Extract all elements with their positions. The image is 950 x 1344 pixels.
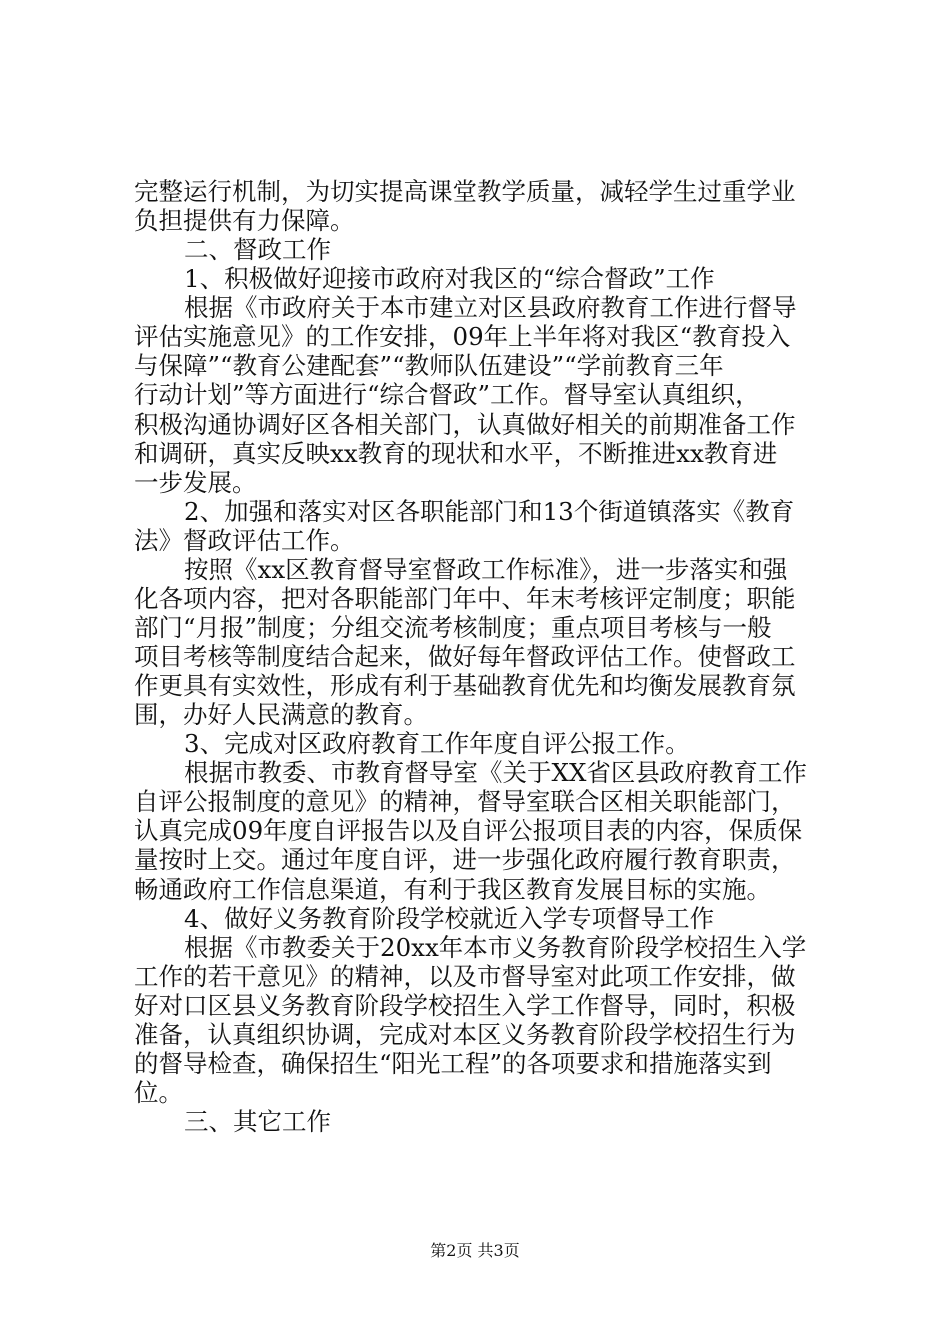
text-line: 一步发展。 [134, 468, 257, 497]
text-line: 行动计划”等方面进行“综合督政”工作。督导室认真组织， [134, 380, 760, 409]
text-line: 部门“月报”制度；分组交流考核制度；重点项目考核与一般 [134, 613, 772, 642]
subsection-heading: 2、加强和落实对区各职能部门和13个街道镇落实《教育 [184, 497, 795, 526]
section-heading: 二、督政工作 [184, 235, 331, 264]
text-line: 根据《市政府关于本市建立对区县政府教育工作进行督导 [184, 293, 797, 322]
page-number: 第2页 共3页 [430, 1241, 520, 1260]
text-line: 按照《xx区教育督导室督政工作标准》，进一步落实和强 [184, 555, 788, 584]
text-line: 围，办好人民满意的教育。 [134, 700, 428, 729]
text-line: 积极沟通协调好区各相关部门，认真做好相关的前期准备工作 [134, 410, 796, 439]
text-line: 根据市教委、市教育督导室《关于XX省区县政府教育工作 [184, 758, 807, 787]
text-line: 好对口区县义务教育阶段学校招生入学工作督导，同时，积极 [134, 991, 796, 1020]
subsection-heading: 3、完成对区政府教育工作年度自评公报工作。 [184, 729, 690, 758]
text-line: 法》督政评估工作。 [134, 526, 355, 555]
text-line: 完整运行机制，为切实提高课堂教学质量，减轻学生过重学业 [134, 177, 796, 206]
text-line: 工作的若干意见》的精神，以及市督导室对此项工作安排，做 [134, 962, 796, 991]
text-line: 准备，认真组织协调，完成对本区义务教育阶段学校招生行为 [134, 1020, 796, 1049]
text-line: 量按时上交。通过年度自评，进一步强化政府履行教育职责， [134, 845, 796, 874]
subsection-heading: 1、积极做好迎接市政府对我区的“综合督政”工作 [184, 264, 715, 293]
text-line: 项目考核等制度结合起来，做好每年督政评估工作。使督政工 [134, 642, 796, 671]
text-line: 自评公报制度的意见》的精神，督导室联合区相关职能部门， [134, 787, 796, 816]
text-line: 畅通政府工作信息渠道，有利于我区教育发展目标的实施。 [134, 875, 771, 904]
text-line: 和调研，真实反映xx教育的现状和水平，不断推进xx教育进 [134, 439, 778, 468]
text-line: 作更具有实效性，形成有利于基础教育优先和均衡发展教育氛 [134, 671, 796, 700]
text-line: 位。 [134, 1078, 183, 1107]
text-line: 评估实施意见》的工作安排，09年上半年将对我区“教育投入 [134, 322, 791, 351]
text-line: 化各项内容，把对各职能部门年中、年末考核评定制度；职能 [134, 584, 796, 613]
section-heading: 三、其它工作 [184, 1107, 331, 1136]
text-line: 认真完成09年度自评报告以及自评公报项目表的内容，保质保 [134, 816, 803, 845]
text-line: 根据《市教委关于20xx年本市义务教育阶段学校招生入学 [184, 933, 807, 962]
text-line: 与保障”“教育公建配套”“教师队伍建设”“学前教育三年 [134, 351, 724, 380]
text-line: 的督导检查，确保招生“阳光工程”的各项要求和措施落实到 [134, 1049, 772, 1078]
text-line: 负担提供有力保障。 [134, 206, 355, 235]
subsection-heading: 4、做好义务教育阶段学校就近入学专项督导工作 [184, 904, 715, 933]
